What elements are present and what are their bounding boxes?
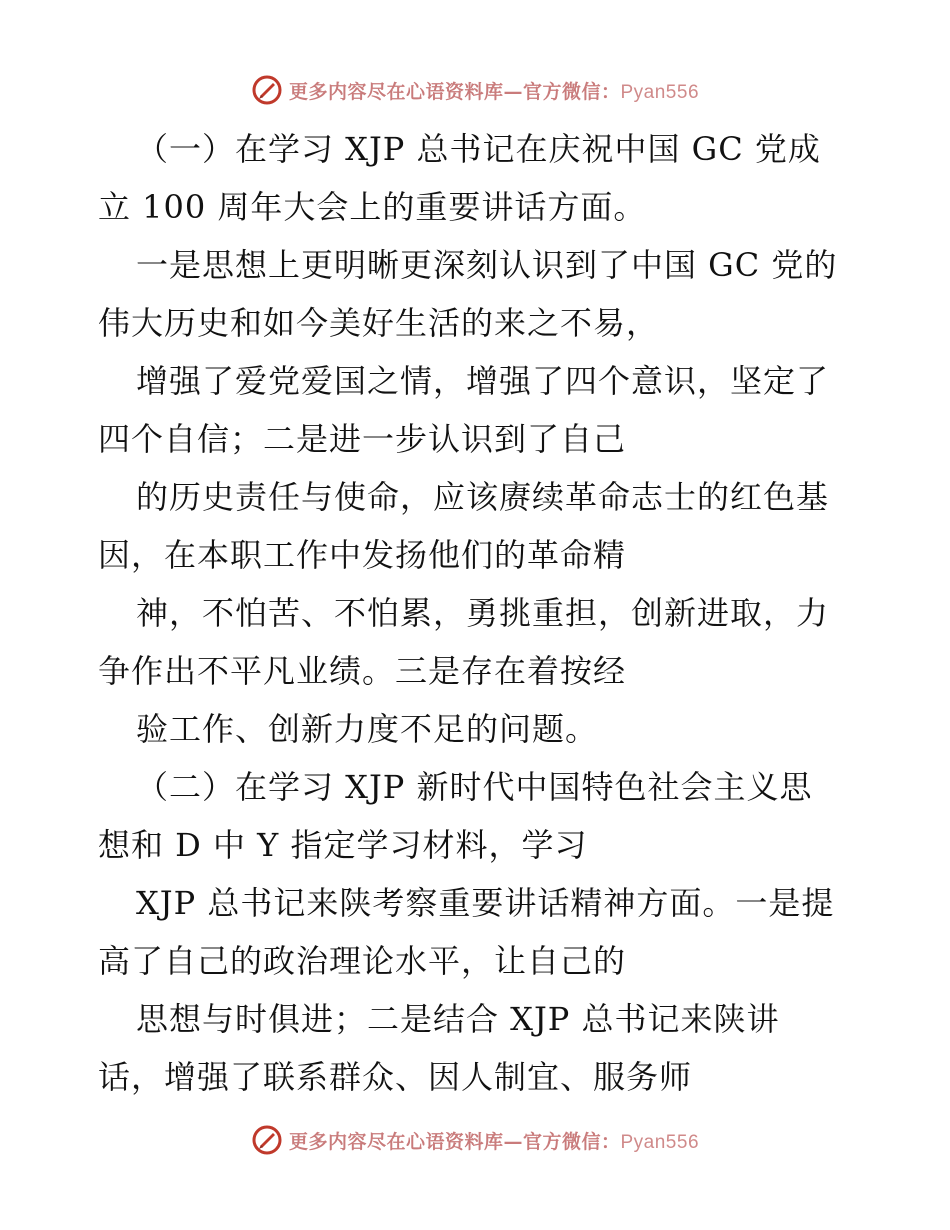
text-line: 话，增强了联系群众、因人制宜、服务师	[98, 1058, 693, 1096]
text-line: XJP 总书记来陕考察重要讲话精神方面。一是提	[136, 884, 835, 922]
quill-logo-icon	[251, 74, 283, 106]
text-line: 立 100 周年大会上的重要讲话方面。	[98, 188, 647, 226]
text-line: 思想与时俱进；二是结合 XJP 总书记来陕讲	[136, 1000, 780, 1038]
text-line: （一）在学习 XJP 总书记在庆祝中国 GC 党成	[136, 130, 821, 168]
text-line: 一是思想上更明晰更深刻认识到了中国 GC 党的	[136, 246, 838, 284]
text-line: 增强了爱党爱国之情，增强了四个意识，坚定了	[136, 362, 830, 400]
text-line: 四个自信；二是进一步认识到了自己	[98, 420, 627, 458]
text-line: 高了自己的政治理论水平，让自己的	[98, 942, 627, 980]
text-line: 神，不怕苦、不怕累，勇挑重担，创新进取，力	[136, 594, 830, 632]
text-line: 想和 D 中 Y 指定学习材料，学习	[98, 826, 588, 864]
text-line: 的历史责任与使命，应该赓续革命志士的红色基	[136, 478, 830, 516]
text-line: 验工作、创新力度不足的问题。	[136, 710, 599, 748]
watermark-text: 更多内容尽在心语资料库—官方微信：Pyan556	[288, 1130, 700, 1153]
footer-watermark	[0, 1120, 950, 1160]
watermark-text: 更多内容尽在心语资料库—官方微信：Pyan556	[288, 80, 700, 103]
header-watermark	[0, 70, 950, 110]
document-body	[98, 120, 858, 1106]
text-line: （二）在学习 XJP 新时代中国特色社会主义思	[136, 768, 813, 806]
text-line: 争作出不平凡业绩。三是存在着按经	[98, 652, 627, 690]
quill-logo-icon	[251, 1124, 283, 1156]
text-line: 伟大历史和如今美好生活的来之不易，	[98, 304, 660, 342]
text-line: 因，在本职工作中发扬他们的革命精	[98, 536, 627, 574]
